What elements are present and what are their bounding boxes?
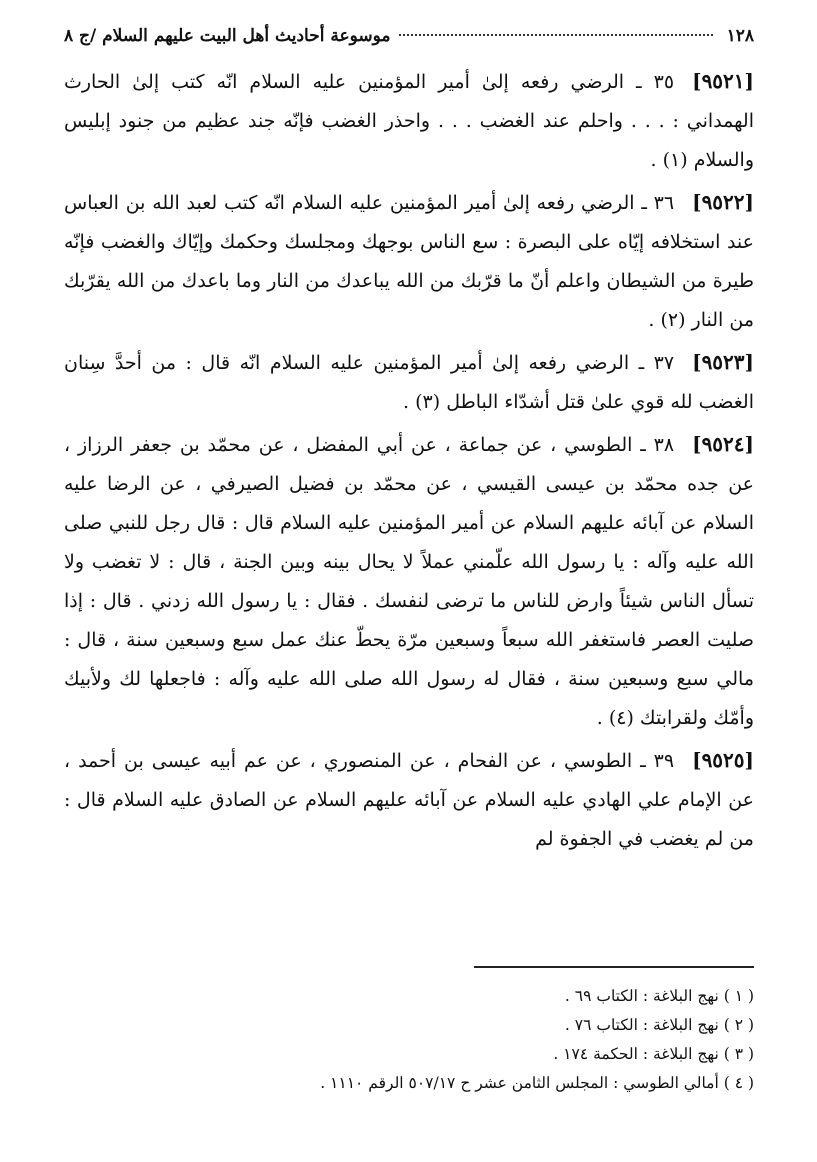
hadith-number: [٩٥٢٥]	[692, 748, 754, 772]
page-number: ١٢٨	[726, 26, 754, 46]
footnote: ( ١ ) نهج البلاغة : الكتاب ٦٩ .	[564, 987, 754, 1005]
hadith-entry	[64, 425, 754, 738]
header-title: موسوعة أحاديث أهل البيت عليهم السلام /ج ٨	[64, 26, 391, 46]
footnotes	[64, 966, 754, 1098]
page	[64, 26, 754, 862]
hadith-number: [٩٥٢٢]	[692, 190, 754, 214]
running-header	[64, 26, 754, 62]
footnote: ( ٢ ) نهج البلاغة : الكتاب ٧٦ .	[564, 1016, 754, 1034]
hadith-number: [٩٥٢٤]	[692, 432, 754, 456]
main-text	[64, 62, 754, 859]
hadith-number: [٩٥٢٣]	[692, 350, 754, 374]
hadith-text: ٣٦ ـ الرضي رفعه إلىٰ أمير المؤمنين عليه السلام انّه كتب لعبد الله بن العباس عند استخلافه إيّاه على البصرة : سع الناس بوجهك ومجلسك وحكمك وإيّاك والغضب فإنّه طيرة من الشيطان واعلم أنّ ما قرّبك من الله يباعدك من النار وما باعدك من الله يقرّبك من النار (٢) .	[64, 192, 754, 331]
hadith-entry	[64, 741, 754, 859]
hadith-text: ٣٨ ـ الطوسي ، عن جماعة ، عن أبي المفضل ، عن محمّد بن جعفر الرزاز ، عن جده محمّد بن عيسى القيسي ، عن محمّد بن فضيل الصيرفي ، عن الرضا عليه السلام عن آبائه عليهم السلام عن أمير المؤمنين عليه السلام قال : قال رجل للنبي صلى الله عليه وآله : يا رسول الله علّمني عملاً لا يحال بينه وبين الجنة ، قال : لا تغضب ولا تسأل الناس شيئاً وارض للناس ما ترضى لنفسك . فقال : يا رسول الله زدني . قال : إذا صليت العصر فاستغفر الله سبعاً وسبعين مرّة يحطّ عنك عمل سبع وسبعين سنة ، قال : مالي سبع وسبعين سنة ، فقال له رسول الله صلى الله عليه وآله : فاجعلها لك ولأبيك وأمّك ولقرابتك (٤) .	[64, 434, 754, 729]
hadith-text: ٣٧ ـ الرضي رفعه إلىٰ أمير المؤمنين عليه السلام انّه قال : من أحدَّ سِنان الغضب لله قوي علىٰ قتل أشدّاء الباطل (٣) .	[64, 352, 754, 413]
hadith-text: ٣٥ ـ الرضي رفعه إلىٰ أمير المؤمنين عليه السلام انّه كتب إلىٰ الحارث الهمداني : . . . واحلم عند الغضب . . . واحذر الغضب فإنّه جند عظيم من جنود إبليس والسلام (١) .	[64, 71, 754, 171]
hadith-entry	[64, 343, 754, 422]
header-leader-dots	[399, 34, 713, 36]
hadith-entry	[64, 183, 754, 340]
footnote-separator	[474, 966, 754, 968]
hadith-text: ٣٩ ـ الطوسي ، عن الفحام ، عن المنصوري ، عن عم أبيه عيسى بن أحمد ، عن الإمام علي الهادي عليه السلام عن آبائه عليهم السلام عن الصادق عليه السلام قال : من لم يغضب في الجفوة لم	[64, 750, 754, 850]
hadith-number: [٩٥٢١]	[692, 69, 754, 93]
footnote: ( ٤ ) أمالي الطوسي : المجلس الثامن عشر ح ٥٠٧/١٧ الرقم ١١١٠ .	[320, 1074, 754, 1092]
hadith-entry	[64, 62, 754, 180]
footnote: ( ٣ ) نهج البلاغة : الحكمة ١٧٤ .	[553, 1045, 754, 1063]
